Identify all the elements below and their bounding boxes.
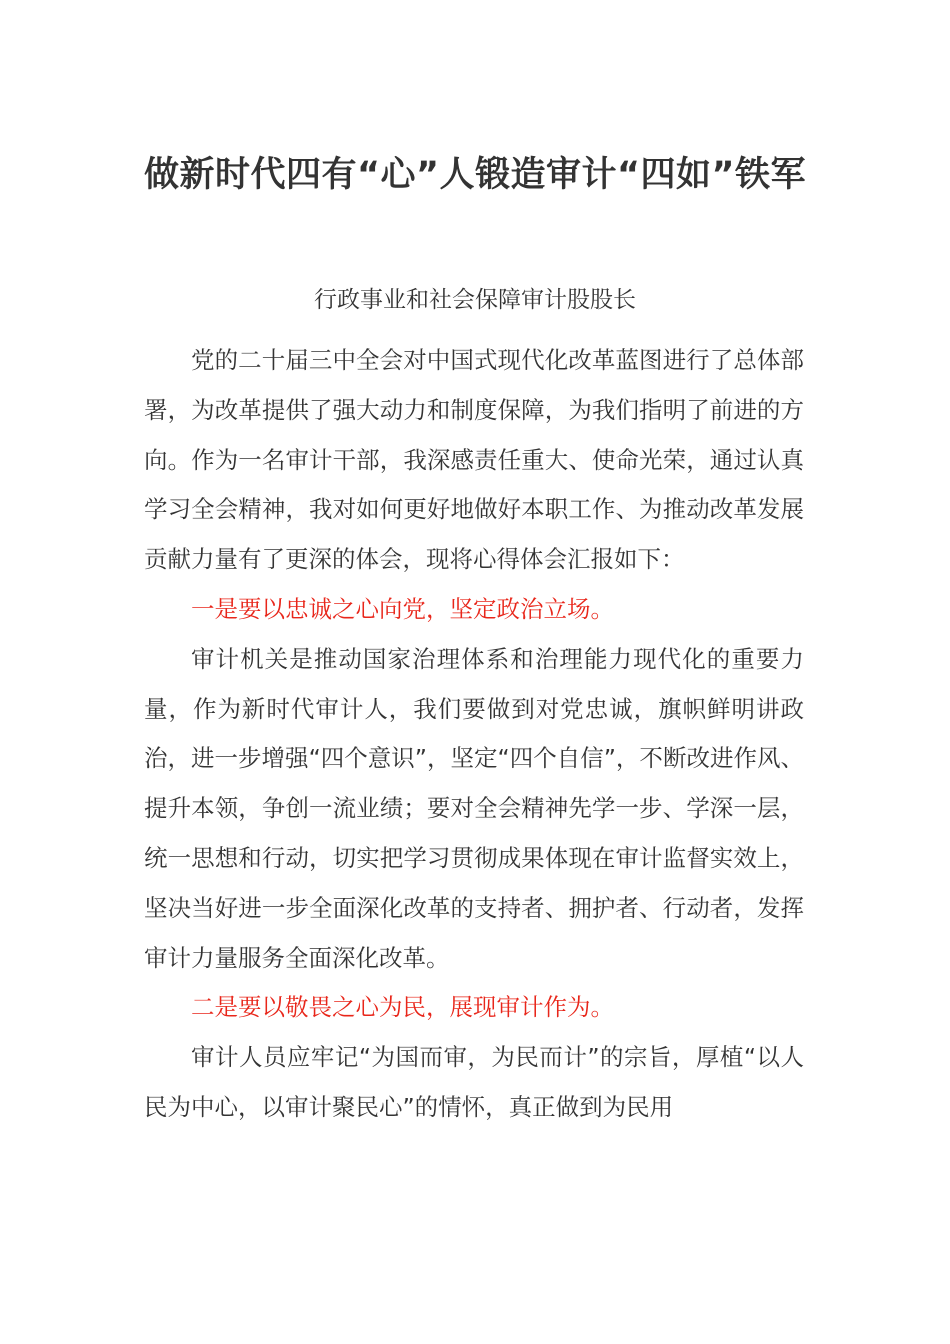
section-2-paragraph: 审计人员应牢记“为国而审，为民而计”的宗旨，厚植“以人民为中心，以审计聚民心”的情怀，真正做到为民用	[144, 1043, 804, 1121]
document-title: 做新时代四有“心”人锻造审计“四如”铁军	[143, 155, 806, 195]
document-author: 行政事业和社会保障审计股股长	[314, 287, 636, 313]
section-1-paragraph: 审计机关是推动国家治理体系和治理能力现代化的重要力量，作为新时代审计人，我们要做到对党忠诚，旗帜鲜明讲政治，进一步增强“四个意识”，坚定“四个自信”，不断改进作风、提升本领，争创一流业绩；要对全会精神先学一步、学深一层，统一思想和行动，切实把学习贯彻成果体现在审计监督实效上，坚决当好进一步全面深化改革的支持者、拥护者、行动者，发挥审计力量服务全面深化改革。	[144, 644, 804, 972]
intro-paragraph: 党的二十届三中全会对中国式现代化改革蓝图进行了总体部署，为改革提供了强大动力和制度保障，为我们指明了前进的方向。作为一名审计干部，我深感责任重大、使命光荣，通过认真学习全会精神，我对如何更好地做好本职工作、为推动改革发展贡献力量有了更深的体会，现将心得体会汇报如下：	[144, 346, 804, 574]
section-heading-1: 一是要以忠诚之心向党，坚定政治立场。	[191, 594, 614, 623]
section-heading-2: 二是要以敬畏之心为民，展现审计作为。	[191, 993, 614, 1022]
document-body	[144, 336, 804, 1133]
